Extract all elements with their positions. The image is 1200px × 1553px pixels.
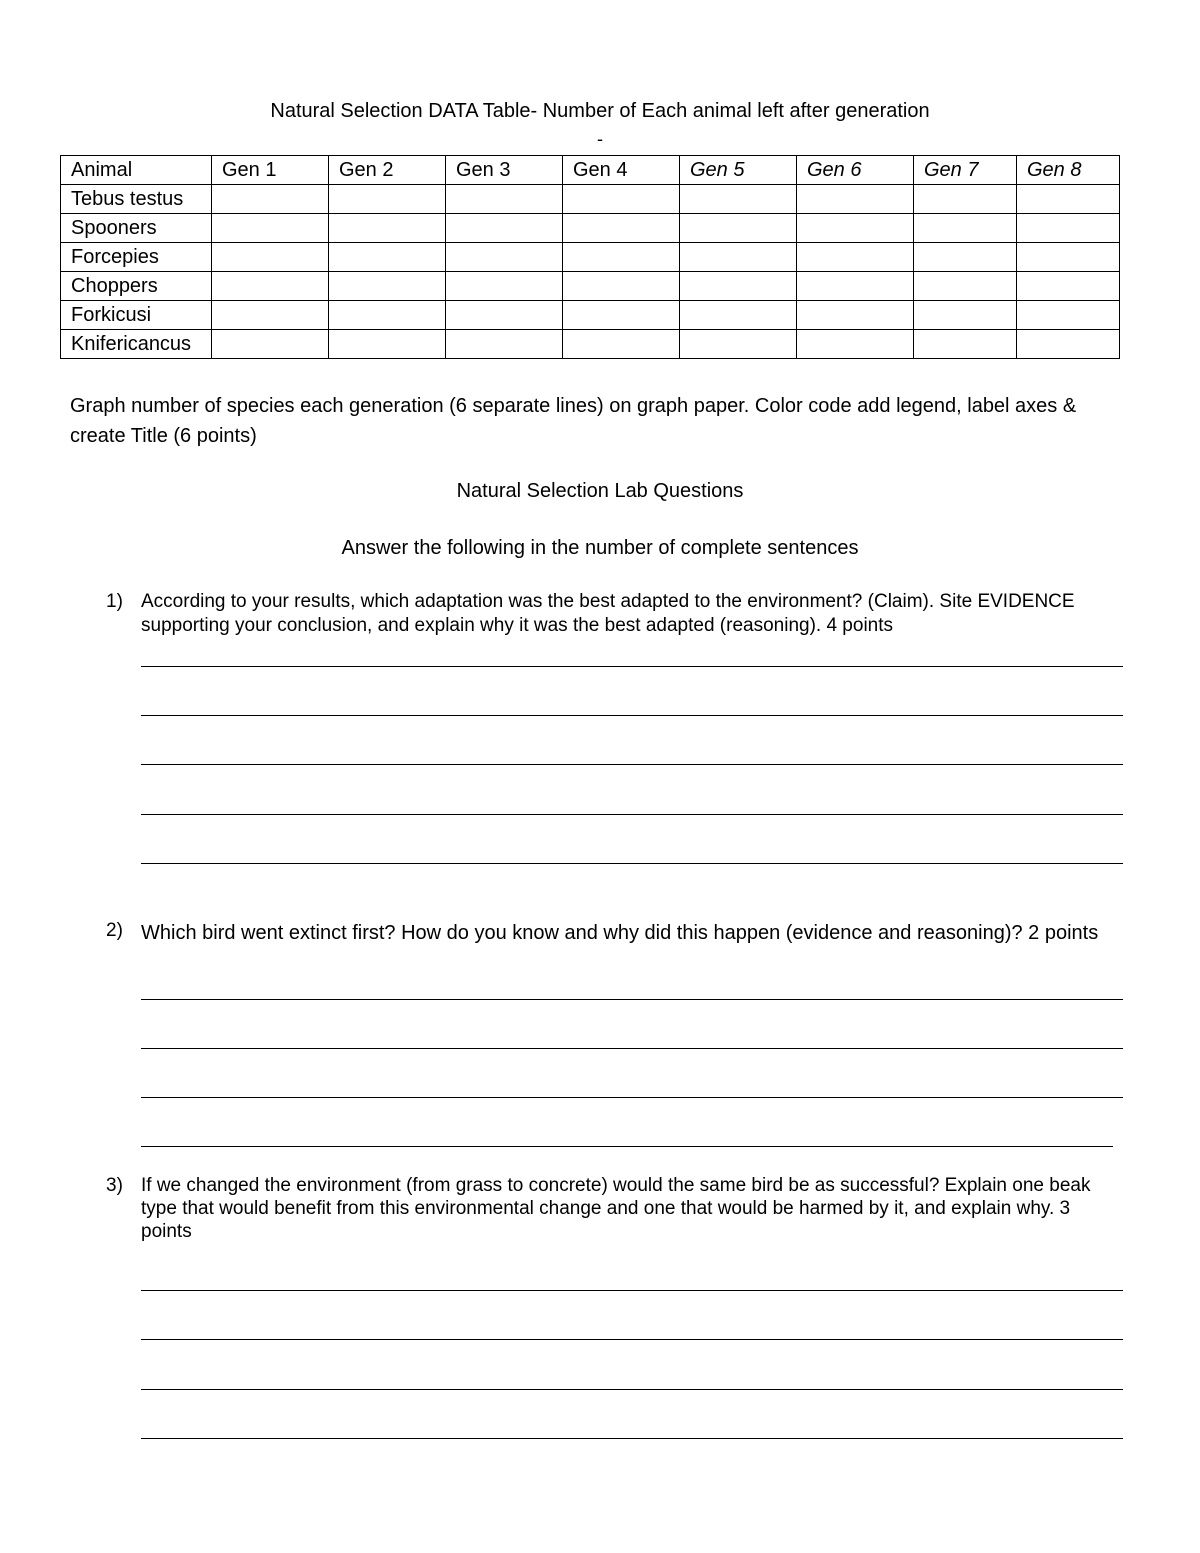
animal-name: Knifericancus	[61, 330, 212, 359]
answer-line[interactable]	[141, 999, 1123, 1000]
data-cell[interactable]	[446, 330, 563, 359]
answer-line[interactable]	[141, 764, 1123, 765]
answer-line[interactable]	[141, 1389, 1123, 1390]
data-cell[interactable]	[797, 185, 914, 214]
data-cell[interactable]	[212, 243, 329, 272]
graph-instructions: Graph number of species each generation (6 separate lines) on graph paper. Color code add legend, label axes & create Title (6 points)	[70, 395, 1077, 447]
header-gen-1: Gen 1	[212, 156, 329, 185]
table-row	[61, 272, 1120, 301]
question-3-number: 3)	[106, 1175, 123, 1196]
table-row	[61, 330, 1120, 359]
data-cell[interactable]	[680, 214, 797, 243]
data-cell[interactable]	[212, 185, 329, 214]
animal-name: Tebus testus	[61, 185, 212, 214]
animal-name: Forcepies	[61, 243, 212, 272]
data-cell[interactable]	[680, 272, 797, 301]
data-cell[interactable]	[914, 243, 1017, 272]
question-2-number: 2)	[106, 920, 123, 941]
answer-line[interactable]	[141, 1048, 1123, 1049]
data-cell[interactable]	[680, 330, 797, 359]
data-cell[interactable]	[1017, 214, 1120, 243]
data-cell[interactable]	[1017, 301, 1120, 330]
section-title: Natural Selection Lab Questions	[456, 480, 744, 502]
data-cell[interactable]	[563, 330, 680, 359]
question-2-text: Which bird went extinct first? How do you know and why did this happen (evidence and reasoning)? 2 points	[141, 922, 1099, 944]
answer-line[interactable]	[141, 863, 1123, 864]
data-cell[interactable]	[446, 185, 563, 214]
data-cell[interactable]	[212, 214, 329, 243]
table-row	[61, 214, 1120, 243]
data-cell[interactable]	[680, 185, 797, 214]
title-dash: -	[597, 129, 603, 149]
table-row	[61, 301, 1120, 330]
header-gen-2: Gen 2	[329, 156, 446, 185]
data-cell[interactable]	[329, 243, 446, 272]
answer-line[interactable]	[141, 1146, 1113, 1147]
data-cell[interactable]	[680, 301, 797, 330]
data-cell[interactable]	[329, 301, 446, 330]
data-cell[interactable]	[563, 301, 680, 330]
data-cell[interactable]	[797, 243, 914, 272]
data-cell[interactable]	[212, 272, 329, 301]
data-cell[interactable]	[1017, 272, 1120, 301]
data-cell[interactable]	[1017, 185, 1120, 214]
data-cell[interactable]	[914, 185, 1017, 214]
data-cell[interactable]	[914, 272, 1017, 301]
data-table	[60, 155, 1120, 359]
header-gen-8: Gen 8	[1017, 156, 1120, 185]
data-cell[interactable]	[914, 214, 1017, 243]
header-gen-6: Gen 6	[797, 156, 914, 185]
answer-line[interactable]	[141, 666, 1123, 667]
table-row	[61, 185, 1120, 214]
data-cell[interactable]	[1017, 243, 1120, 272]
section-subtitle: Answer the following in the number of complete sentences	[341, 537, 859, 559]
answer-line[interactable]	[141, 1438, 1123, 1439]
data-cell[interactable]	[329, 214, 446, 243]
answer-line[interactable]	[141, 715, 1123, 716]
data-cell[interactable]	[680, 243, 797, 272]
data-cell[interactable]	[212, 301, 329, 330]
answer-line[interactable]	[141, 1290, 1123, 1291]
header-animal: Animal	[61, 156, 212, 185]
data-cell[interactable]	[446, 214, 563, 243]
answer-line[interactable]	[141, 1097, 1123, 1098]
data-cell[interactable]	[446, 272, 563, 301]
answer-line[interactable]	[141, 814, 1123, 815]
data-cell[interactable]	[1017, 330, 1120, 359]
header-gen-3: Gen 3	[446, 156, 563, 185]
animal-name: Choppers	[61, 272, 212, 301]
data-cell[interactable]	[914, 330, 1017, 359]
header-gen-4: Gen 4	[563, 156, 680, 185]
data-cell[interactable]	[446, 243, 563, 272]
data-cell[interactable]	[797, 272, 914, 301]
data-cell[interactable]	[329, 330, 446, 359]
data-cell[interactable]	[563, 272, 680, 301]
page-title: Natural Selection DATA Table- Number of Each animal left after generation	[270, 100, 930, 122]
animal-name: Spooners	[61, 214, 212, 243]
data-cell[interactable]	[446, 301, 563, 330]
answer-line[interactable]	[141, 1339, 1123, 1340]
data-cell[interactable]	[212, 330, 329, 359]
data-cell[interactable]	[563, 243, 680, 272]
question-1-number: 1)	[106, 591, 123, 612]
data-cell[interactable]	[797, 330, 914, 359]
header-gen-5: Gen 5	[680, 156, 797, 185]
header-gen-7: Gen 7	[914, 156, 1017, 185]
animal-name: Forkicusi	[61, 301, 212, 330]
data-cell[interactable]	[563, 214, 680, 243]
data-cell[interactable]	[797, 301, 914, 330]
question-3-text: If we changed the environment (from grass to concrete) would the same bird be as successful? Explain one beak type that would benefit from this environmental change and one that would be harmed by it, and explain why. 3 points	[141, 1175, 1091, 1242]
data-cell[interactable]	[797, 214, 914, 243]
data-cell[interactable]	[329, 185, 446, 214]
table-header-row	[61, 156, 1120, 185]
data-cell[interactable]	[563, 185, 680, 214]
data-cell[interactable]	[914, 301, 1017, 330]
question-1-text: According to your results, which adaptation was the best adapted to the environment? (Claim). Site EVIDENCE supporting your conclusion, and explain why it was the best adapted (reasoning). 4 points	[141, 591, 1075, 636]
table-row	[61, 243, 1120, 272]
data-cell[interactable]	[329, 272, 446, 301]
